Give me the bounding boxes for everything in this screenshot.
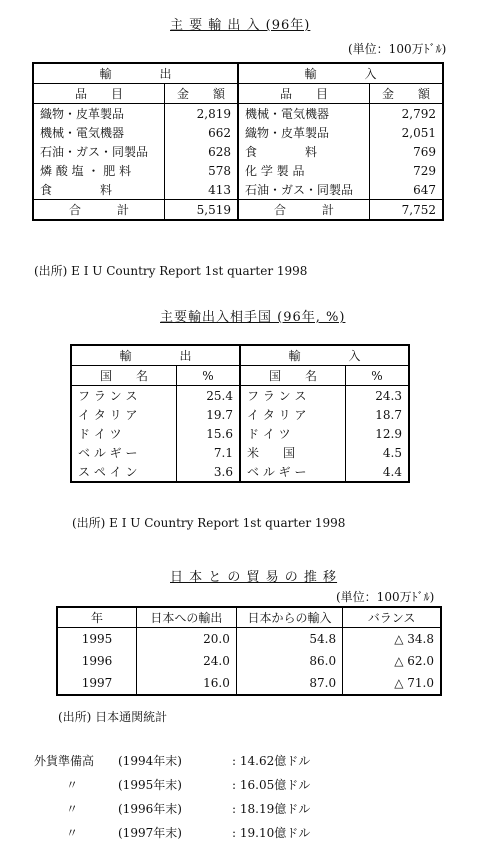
japan-title: 日 本 と の 貿 易 の 推 移 [170, 570, 338, 585]
import-pct: 4.5 [346, 443, 410, 462]
japan-col-import: 日本からの輸入 [236, 607, 342, 628]
import-total: 7,752 [370, 200, 444, 221]
export-item: 織物・皮革製品 [33, 104, 165, 124]
import-from-japan: 87.0 [236, 672, 342, 695]
trade-import-header: 輸 入 [238, 63, 443, 84]
trade-col-amount: 金 額 [370, 84, 444, 104]
ditto-mark: 〃 [66, 778, 79, 792]
partners-export-header: 輸 出 [71, 345, 240, 366]
table-row [57, 650, 441, 672]
table-row [71, 443, 409, 462]
trade-source: (出所) E I U Country Report 1st quarter 1998 [34, 264, 308, 278]
export-amount: 578 [165, 161, 239, 180]
import-country: イ タ リ ア [240, 405, 346, 424]
ditto-mark: 〃 [66, 802, 79, 816]
export-amount: 628 [165, 142, 239, 161]
table-row [71, 462, 409, 482]
partners-col-country: 国 名 [240, 366, 346, 386]
export-country: ベ ル ギ ー [71, 443, 177, 462]
export-pct: 15.6 [177, 424, 241, 443]
export-to-japan: 16.0 [136, 672, 236, 695]
reserves-value: : 19.10億ドル [232, 826, 311, 840]
reserves-period: (1995年末) [118, 778, 182, 792]
export-country: イ タ リ ア [71, 405, 177, 424]
partners-import-header: 輸 入 [240, 345, 409, 366]
table-row [33, 142, 443, 161]
trade-col-amount: 金 額 [165, 84, 239, 104]
japan-col-balance: バランス [343, 607, 441, 628]
trade-col-item: 品 目 [33, 84, 165, 104]
import-country: ベ ル ギ ー [240, 462, 346, 482]
export-item: 食 料 [33, 180, 165, 200]
import-from-japan: 86.0 [236, 650, 342, 672]
balance: △ 71.0 [343, 672, 441, 695]
import-country: ド イ ツ [240, 424, 346, 443]
reserves-period: (1994年末) [118, 754, 182, 768]
table-row [71, 386, 409, 406]
export-to-japan: 20.0 [136, 628, 236, 651]
import-amount: 729 [370, 161, 444, 180]
japan-table [56, 606, 442, 696]
export-item: 機械・電気機器 [33, 123, 165, 142]
table-row [57, 672, 441, 695]
table-row [33, 161, 443, 180]
import-from-japan: 54.8 [236, 628, 342, 651]
trade-export-header: 輸 出 [33, 63, 238, 84]
export-country: ス ペ イ ン [71, 462, 177, 482]
export-pct: 19.7 [177, 405, 241, 424]
import-amount: 2,051 [370, 123, 444, 142]
import-pct: 4.4 [346, 462, 410, 482]
import-amount: 2,792 [370, 104, 444, 124]
partners-source: (出所) E I U Country Report 1st quarter 1998 [72, 516, 346, 530]
import-item: 石油・ガス・同製品 [238, 180, 370, 200]
import-item: 機械・電気機器 [238, 104, 370, 124]
ditto-mark: 〃 [66, 826, 79, 840]
table-row [71, 424, 409, 443]
import-country: フ ラ ン ス [240, 386, 346, 406]
trade-col-item: 品 目 [238, 84, 370, 104]
table-row [33, 180, 443, 200]
table-row [57, 628, 441, 651]
export-amount: 2,819 [165, 104, 239, 124]
import-item: 化 学 製 品 [238, 161, 370, 180]
trade-title: 主 要 輸 出 入 (96年) [170, 18, 311, 33]
year: 1997 [57, 672, 136, 695]
partners-table [70, 344, 410, 483]
total-row [33, 200, 443, 221]
japan-col-year: 年 [57, 607, 136, 628]
trade-table [32, 62, 444, 221]
reserves-label: 外貨準備高 [34, 754, 95, 768]
trade-unit: (単位：100万ﾄﾞﾙ) [348, 42, 447, 56]
reserves-value: : 14.62億ドル [232, 754, 311, 768]
import-pct: 12.9 [346, 424, 410, 443]
export-total: 5,519 [165, 200, 239, 221]
import-total-label: 合 計 [238, 200, 370, 221]
import-amount: 769 [370, 142, 444, 161]
export-item: 石油・ガス・同製品 [33, 142, 165, 161]
partners-title: 主要輸出入相手国 (96年, %) [160, 310, 346, 325]
export-country: ド イ ツ [71, 424, 177, 443]
export-country: フ ラ ン ス [71, 386, 177, 406]
export-item: 燐 酸 塩 ・ 肥 料 [33, 161, 165, 180]
partners-col-pct: % [177, 366, 241, 386]
export-pct: 25.4 [177, 386, 241, 406]
japan-col-export: 日本への輸出 [136, 607, 236, 628]
export-pct: 3.6 [177, 462, 241, 482]
table-row [33, 104, 443, 124]
export-amount: 662 [165, 123, 239, 142]
partners-col-pct: % [346, 366, 410, 386]
table-row [33, 123, 443, 142]
reserves-period: (1997年末) [118, 826, 182, 840]
table-row [71, 405, 409, 424]
partners-col-country: 国 名 [71, 366, 177, 386]
import-pct: 18.7 [346, 405, 410, 424]
import-pct: 24.3 [346, 386, 410, 406]
japan-source: (出所) 日本通関統計 [58, 710, 168, 724]
export-pct: 7.1 [177, 443, 241, 462]
export-total-label: 合 計 [33, 200, 165, 221]
import-item: 織物・皮革製品 [238, 123, 370, 142]
year: 1996 [57, 650, 136, 672]
import-amount: 647 [370, 180, 444, 200]
reserves-value: : 16.05億ドル [232, 778, 311, 792]
year: 1995 [57, 628, 136, 651]
import-country: 米 国 [240, 443, 346, 462]
export-amount: 413 [165, 180, 239, 200]
export-to-japan: 24.0 [136, 650, 236, 672]
reserves-value: : 18.19億ドル [232, 802, 311, 816]
balance: △ 34.8 [343, 628, 441, 651]
balance: △ 62.0 [343, 650, 441, 672]
japan-unit: (単位：100万ﾄﾞﾙ) [336, 590, 435, 604]
reserves-period: (1996年末) [118, 802, 182, 816]
import-item: 食 料 [238, 142, 370, 161]
